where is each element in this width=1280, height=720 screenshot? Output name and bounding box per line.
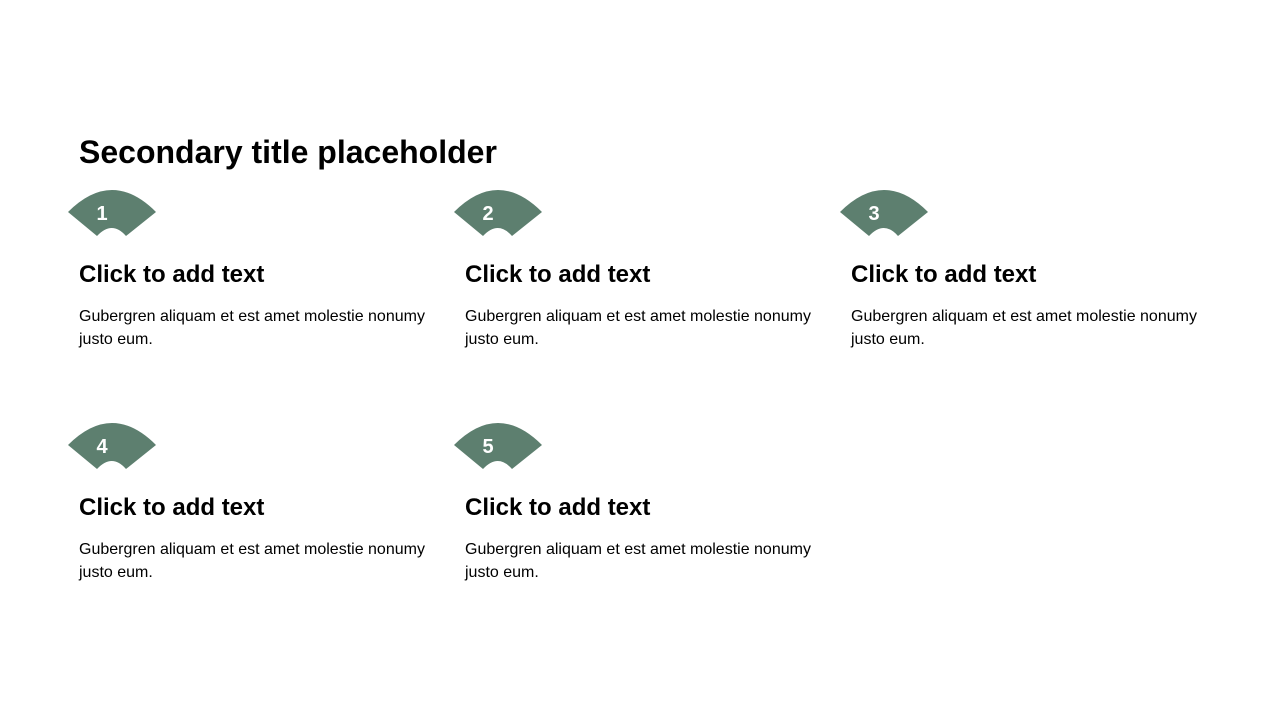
number-badge <box>454 423 544 471</box>
badge-number: 1 <box>96 203 108 225</box>
number-badge <box>454 190 544 238</box>
badge-number: 4 <box>96 436 108 458</box>
item-body-text[interactable]: Gubergren aliquam et est amet molestie nonumy justo eum. <box>79 308 425 348</box>
item-heading[interactable]: Click to add text <box>79 494 265 521</box>
badge-number: 5 <box>482 436 494 458</box>
item-body-text[interactable]: Gubergren aliquam et est amet molestie nonumy justo eum. <box>465 308 811 348</box>
item-body-text[interactable]: Gubergren aliquam et est amet molestie nonumy justo eum. <box>851 308 1197 348</box>
slide-title[interactable]: Secondary title placeholder <box>79 134 497 170</box>
badge-number: 3 <box>868 203 880 225</box>
item-heading[interactable]: Click to add text <box>465 261 651 288</box>
item-heading[interactable]: Click to add text <box>851 261 1037 288</box>
item-body-text[interactable]: Gubergren aliquam et est amet molestie nonumy justo eum. <box>79 541 425 581</box>
number-badge <box>68 423 158 471</box>
badge-number: 2 <box>482 203 494 225</box>
number-badge <box>840 190 930 238</box>
item-body-text[interactable]: Gubergren aliquam et est amet molestie nonumy justo eum. <box>465 541 811 581</box>
number-badge <box>68 190 158 238</box>
item-heading[interactable]: Click to add text <box>79 261 265 288</box>
item-heading[interactable]: Click to add text <box>465 494 651 521</box>
